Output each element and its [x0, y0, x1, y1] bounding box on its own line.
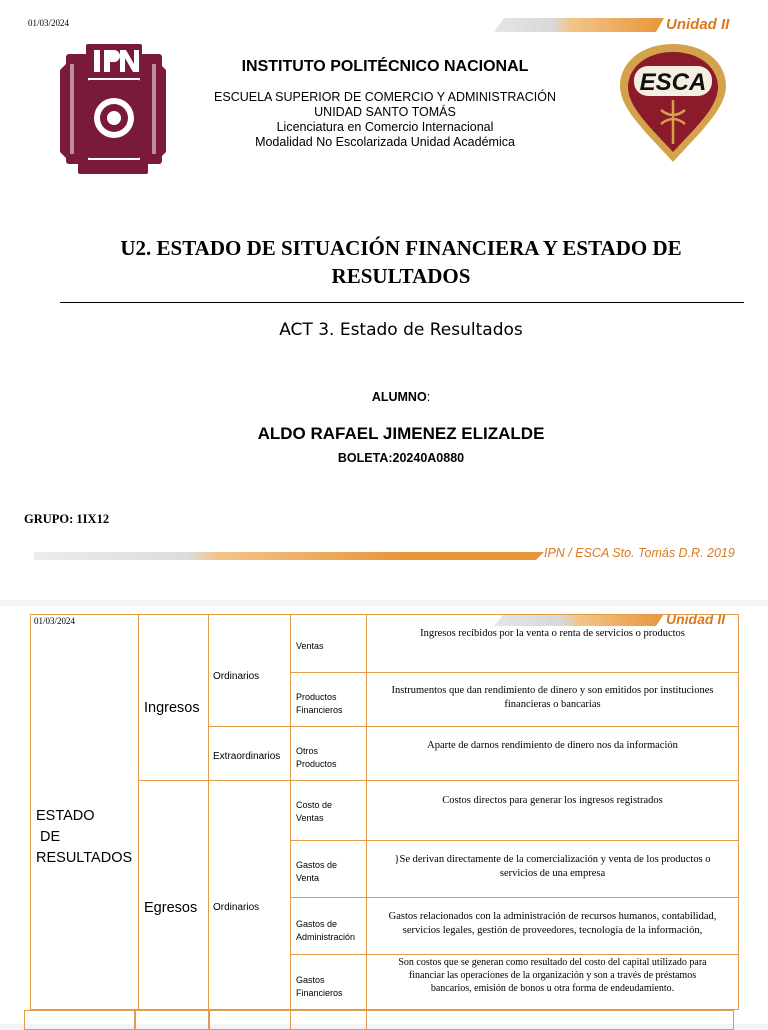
extraordinarios-label: Extraordinarios: [213, 751, 281, 762]
item-name: [296, 859, 337, 885]
ipn-logo: [56, 40, 170, 178]
header-date: 01/03/2024: [28, 18, 70, 28]
item-name: [296, 974, 343, 1000]
item-desc-cell: [366, 780, 739, 841]
item-description: [368, 684, 737, 712]
next-row-cell: [366, 1010, 734, 1030]
document-title-line-2: RESULTADOS: [331, 264, 471, 288]
item-description-line: Instrumentos que dan rendimiento de dinero y son emitidos por instituciones: [391, 685, 714, 696]
student-group: GRUPO: 1IX12: [24, 512, 110, 526]
item-name-line: Gastos de: [296, 919, 338, 929]
item-name: [296, 691, 343, 717]
student-name: ALDO RAFAEL JIMENEZ ELIZALDE: [257, 424, 545, 443]
item-description-line: financiar las operaciones de la organización y son a través de préstamos: [408, 970, 697, 981]
next-row-cell: [134, 1010, 210, 1030]
student-boleta: BOLETA:20240A0880: [337, 451, 465, 465]
school-line-4: Modalidad No Escolarizada Unidad Académica: [255, 135, 515, 149]
school-line-3: Licenciatura en Comercio Internacional: [276, 120, 494, 134]
item-name-line: Otros: [296, 746, 319, 756]
item-description: [368, 627, 737, 641]
item-desc-cell: [366, 614, 739, 673]
item-description-line: }Se derivan directamente de la comercialización y venta de los productos o: [394, 854, 711, 865]
item-name-line: Venta: [296, 873, 320, 883]
item-description-line: Ingresos recibidos por la venta o renta de servicios o productos: [420, 628, 685, 639]
item-name-line: Financieros: [296, 705, 343, 715]
egresos-label: Egresos: [144, 900, 198, 916]
root-label-line-3: RESULTADOS: [36, 850, 133, 866]
next-row-cell: [208, 1010, 291, 1030]
page2-unit-label: Unidad II: [666, 611, 726, 627]
item-name-line: Financieros: [296, 988, 343, 998]
page2-date: 01/03/2024: [34, 616, 76, 626]
item-description-line: bancarios, emisión de bonos u otra forma de endeudamiento.: [430, 983, 675, 994]
header-banner: [494, 18, 664, 32]
student-label: [60, 390, 742, 404]
item-name-line: Gastos de: [296, 860, 338, 870]
item-description: [368, 794, 737, 808]
document-title: [60, 234, 742, 290]
unit-label: Unidad II: [666, 16, 730, 33]
item-description-line: Aparte de darnos rendimiento de dinero nos da información: [427, 740, 678, 751]
school-line-1: ESCUELA SUPERIOR DE COMERCIO Y ADMINISTRACIÓN: [214, 90, 556, 104]
item-name-line: Administración: [296, 932, 356, 942]
ordinarios-label: Ordinarios: [213, 671, 260, 682]
student-label-text: ALUMNO: [371, 390, 427, 404]
root-label: [36, 806, 132, 869]
item-description-line: Son costos que se generan como resultado del costo del capital utilizado para: [398, 957, 707, 968]
ingresos-label: Ingresos: [144, 700, 200, 716]
item-description: [368, 739, 737, 753]
root-label-line-1: ESTADO: [36, 808, 95, 824]
institute-name: INSTITUTO POLITÉCNICO NACIONAL: [241, 58, 529, 75]
egresos-cell: [138, 780, 209, 1010]
item-name: [296, 640, 324, 653]
svg-text:ESCA: ESCA: [639, 69, 707, 96]
ordinarios-egresos-cell: [208, 780, 291, 1010]
root-label-line-2: DE: [36, 829, 61, 845]
item-name-line: Ventas: [296, 641, 324, 651]
ordinarios-egresos-label: Ordinarios: [213, 902, 260, 913]
next-row-cell: [24, 1010, 136, 1030]
item-description: [368, 853, 737, 881]
item-name: [296, 745, 337, 771]
next-row-cell: [290, 1010, 367, 1030]
item-description-line: Gastos relacionados con la administración de recursos humanos, contabilidad,: [388, 911, 717, 922]
activity-title: ACT 3. Estado de Resultados: [279, 320, 523, 340]
title-divider: [60, 302, 744, 303]
footer-credit: IPN / ESCA Sto. Tomás D.R. 2019: [544, 546, 735, 560]
school-line-2: UNIDAD SANTO TOMÁS: [314, 105, 456, 119]
item-description-line: Costos directos para generar los ingresos registrados: [442, 795, 663, 806]
item-description: [368, 910, 737, 938]
item-name: [296, 799, 332, 825]
esca-logo: [616, 40, 730, 166]
item-description: [368, 956, 737, 995]
item-desc-cell: [366, 726, 739, 781]
item-name-line: Productos: [296, 692, 337, 702]
document-title-line-1: U2. ESTADO DE SITUACIÓN FINANCIERA Y ESTADO DE: [120, 236, 682, 260]
item-description-line: servicios legales, gestión de proveedores, tecnología de la información,: [402, 925, 703, 936]
item-name-line: Ventas: [296, 813, 324, 823]
item-name-line: Productos: [296, 759, 337, 769]
item-description-line: servicios de una empresa: [499, 868, 606, 879]
item-description-line: financieras o bancarias: [504, 699, 601, 710]
item-name: [296, 918, 355, 944]
item-name-line: Costo de: [296, 800, 333, 810]
ingresos-cell: [138, 614, 209, 781]
student-label-colon: :: [426, 390, 431, 404]
item-name-line: Gastos: [296, 975, 325, 985]
